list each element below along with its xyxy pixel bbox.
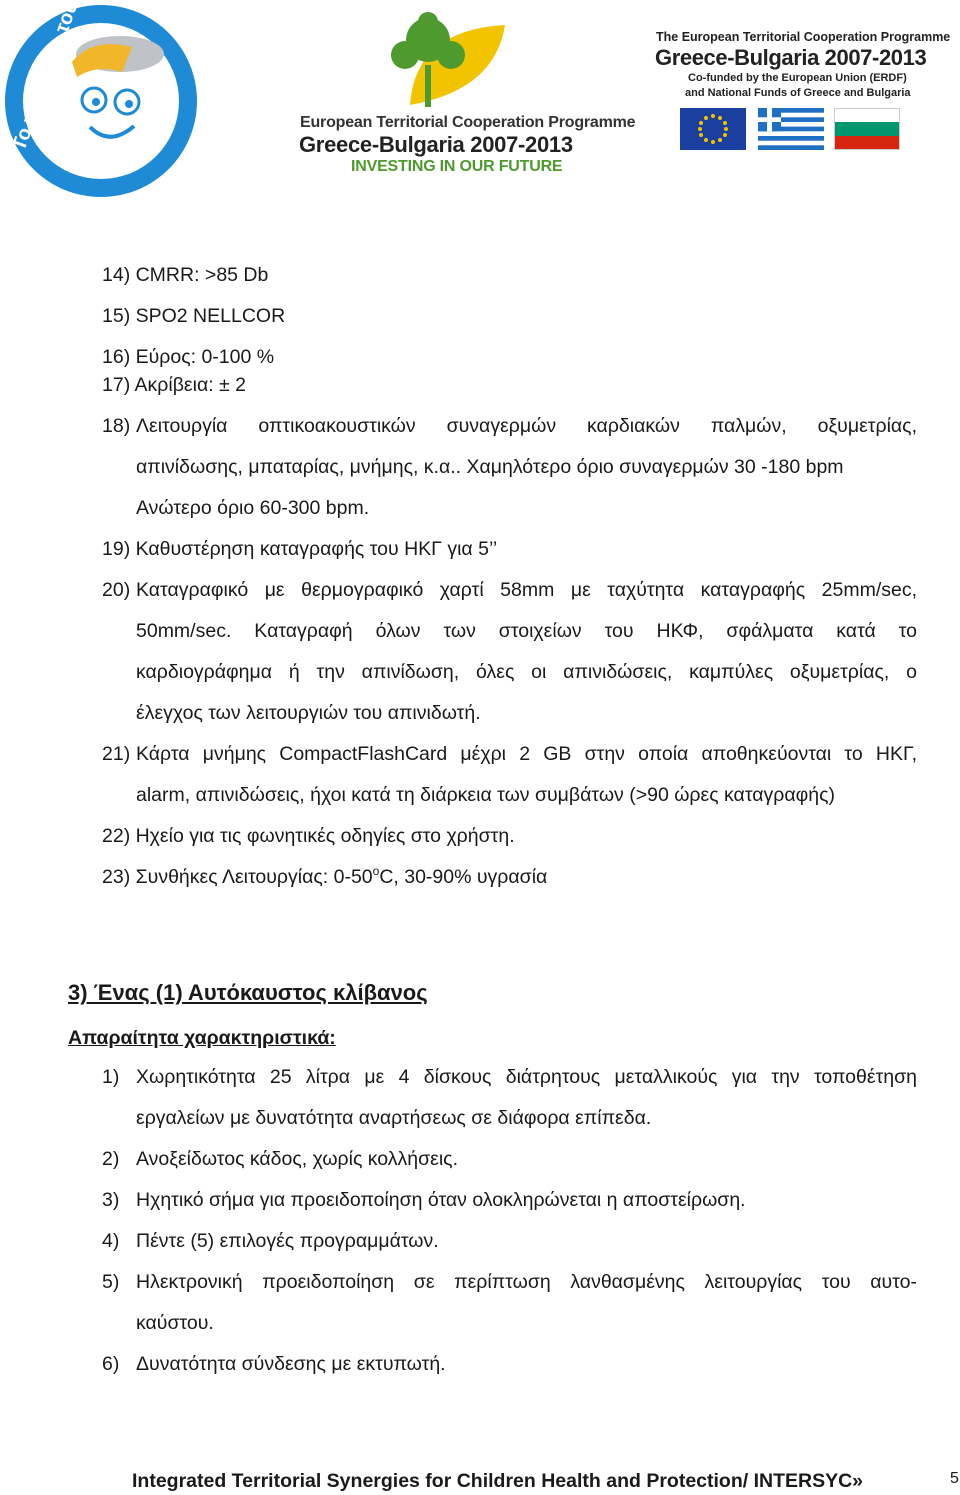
- spec-item-20-line1: Καταγραφικό με θερμογραφικό χαρτί 58mm με ταχύτητα καταγραφής 25mm/sec,: [136, 581, 917, 601]
- autoclave-item-2-number: 2): [102, 1148, 120, 1170]
- autoclave-item-4-number: 4): [102, 1230, 120, 1252]
- eu-flag-icon: [680, 108, 746, 150]
- autoclave-item-3-number: 3): [102, 1189, 120, 1211]
- autoclave-item-4: Πέντε (5) επιλογές προγραμμάτων.: [136, 1230, 439, 1252]
- tree-icon: [355, 10, 505, 110]
- spec-item-23-pre: 23) Συνθήκες Λειτουργίας: 0-50: [102, 866, 373, 888]
- programme-line3: Co-funded by the European Union (ERDF): [688, 72, 907, 84]
- section-3-subtitle: Απαραίτητα χαρακτηριστικά:: [68, 1027, 336, 1049]
- section-3-title: 3) Ένας (1) Αυτόκαυστος κλίβανος: [68, 980, 428, 1005]
- spec-item-14: 14) CMRR: >85 Db: [102, 264, 269, 286]
- etcp-logo-line3: INVESTING IN OUR FUTURE: [351, 158, 563, 175]
- autoclave-item-5-line1: Ηλεκτρονική προειδοποίηση σε περίπτωση λανθασμένης λειτουργίας του αυτο-: [136, 1273, 917, 1293]
- svg-text:Το χαμόγελο του παιδιού: Το χαμόγελο του: [8, 2, 83, 154]
- programme-line2: Greece-Bulgaria 2007-2013: [655, 45, 927, 70]
- footer-project-title: Integrated Territorial Synergies for Children Health and Protection/ INTERSYC»: [132, 1470, 864, 1492]
- spec-item-18-line1: Λειτουργία οπτικοακουστικών συναγερμών καρδιακών παλμών, οξυμετρίας,: [136, 417, 917, 437]
- programme-line4: and National Funds of Greece and Bulgaria: [685, 87, 911, 99]
- autoclave-item-1-number: 1): [102, 1066, 120, 1088]
- programme-line1: The European Territorial Cooperation Programme: [656, 30, 951, 44]
- spec-item-20-line4: έλεγχος των λειτουργιών του απινιδωτή.: [136, 702, 481, 724]
- autoclave-item-2: Ανοξείδωτος κάδος, χωρίς κολλήσεις.: [136, 1148, 458, 1170]
- bulgaria-flag-icon: [834, 108, 900, 150]
- spec-item-21-line2: alarm, απινιδώσεις, ήχοι κατά τη διάρκεια των συμβάτων (>90 ώρες καταγραφής): [136, 784, 836, 806]
- spec-item-23-post: C, 30-90% υγρασία: [379, 866, 548, 888]
- spec-item-20-line3: καρδιογράφημα ή την απινίδωση, όλες οι απινιδώσεις, καμπύλες οξυμετρίας, ο: [136, 663, 917, 683]
- spec-item-20-number: 20): [102, 579, 131, 601]
- degree-superscript: o: [372, 864, 380, 878]
- autoclave-item-6-number: 6): [102, 1353, 120, 1375]
- autoclave-item-5-line2: καύστου.: [136, 1312, 214, 1334]
- autoclave-item-3: Ηχητικό σήμα για προειδοποίηση όταν ολοκληρώνεται η αποστείρωση.: [136, 1189, 746, 1211]
- spec-item-19: 19) Καθυστέρηση καταγραφής του ΗΚΓ για 5’’: [102, 538, 498, 560]
- etcp-logo: [295, 10, 636, 180]
- etcp-logo-line2: Greece-Bulgaria 2007-2013: [299, 132, 573, 157]
- spec-item-21-line1: Κάρτα μνήμης CompactFlashCard μέχρι 2 GB στην οποία αποθηκεύονται το ΗΚΓ,: [136, 745, 917, 765]
- spec-item-22: 22) Ηχείο για τις φωνητικές οδηγίες στο χρήστη.: [102, 825, 515, 847]
- smile-of-the-child-logo: [2, 2, 200, 200]
- spec-item-18-line3: Ανώτερο όριο 60-300 bpm.: [136, 497, 370, 519]
- autoclave-item-5-number: 5): [102, 1271, 120, 1293]
- autoclave-item-1-line2: εργαλείων με δυνατότητα αναρτήσεως σε διάφορα επίπεδα.: [136, 1107, 652, 1129]
- greece-flag-icon: [758, 108, 824, 150]
- spec-item-23: [102, 864, 548, 888]
- spec-item-20-line2: 50mm/sec. Καταγραφή όλων των στοιχείων του ΗΚΦ, σφάλματα κατά το: [136, 622, 917, 642]
- spec-item-18-line2: απινίδωσης, μπαταρίας, μνήμης, κ.α.. Χαμηλότερο όριο συναγερμών 30 -180 bpm: [136, 456, 844, 478]
- page-number: 5: [950, 1470, 959, 1487]
- autoclave-item-1-line1: Χωρητικότητα 25 λίτρα με 4 δίσκους διάτρητους μεταλλικούς για την τοποθέτηση: [136, 1068, 917, 1088]
- spec-item-15: 15) SPO2 NELLCOR: [102, 305, 286, 327]
- programme-cofunding-logo: [648, 28, 951, 158]
- spec-item-21-number: 21): [102, 743, 131, 765]
- spec-item-16: 16) Εύρος: 0-100 %: [102, 346, 275, 368]
- etcp-logo-line1: European Territorial Cooperation Programme: [300, 114, 636, 131]
- autoclave-item-6: Δυνατότητα σύνδεσης με εκτυπωτή.: [136, 1353, 446, 1375]
- spec-item-17: 17) Ακρίβεια: ± 2: [102, 374, 247, 396]
- spec-item-18-number: 18): [102, 415, 131, 437]
